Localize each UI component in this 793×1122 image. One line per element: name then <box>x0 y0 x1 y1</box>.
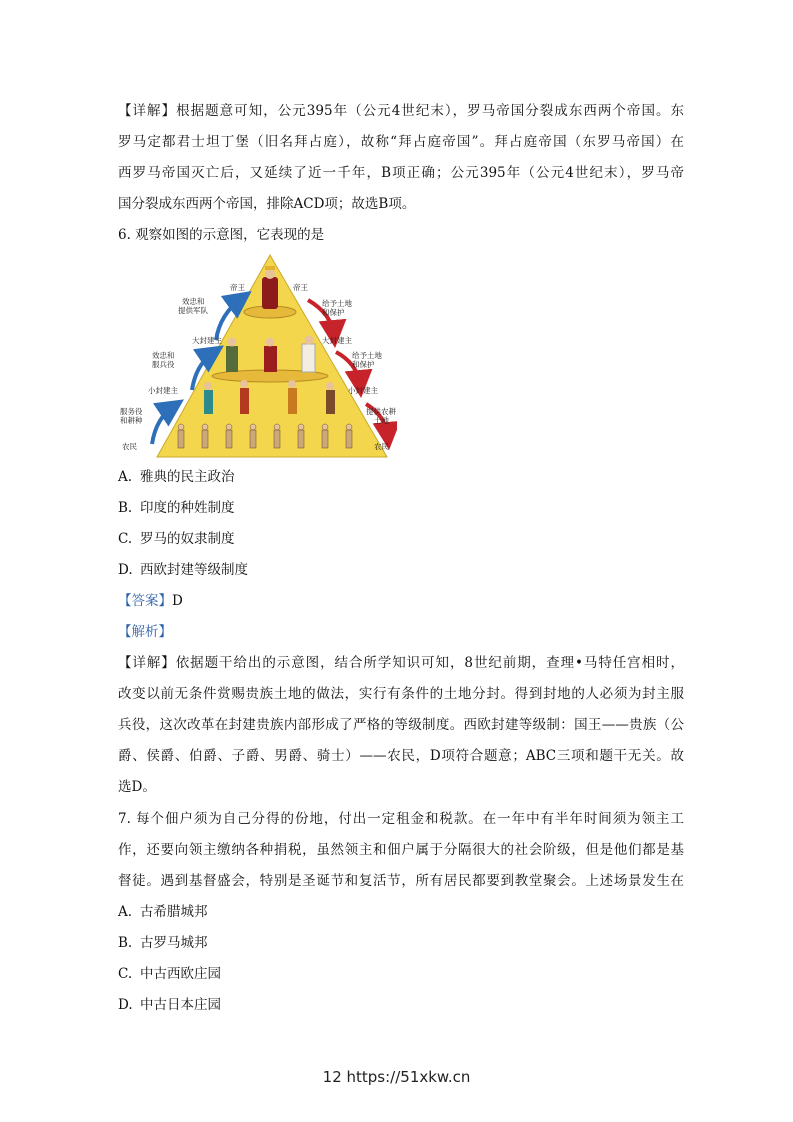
q6-detail <box>118 648 684 803</box>
q6-option-a: A. 雅典的民主政治 <box>118 469 235 485</box>
q6-detail-line: 【详解】依据题干给出的示意图，结合所学知识可知，8世纪前期，查理•马特任宫相时， <box>118 655 684 671</box>
label-left-1b: 提供军队 <box>178 306 208 315</box>
label-right-3b: 土地 <box>374 416 389 425</box>
q5-detail <box>118 96 684 220</box>
q5-detail-line: 罗马定都君士坦丁堡（旧名拜占庭），故称“拜占庭帝国”。拜占庭帝国（东罗马帝国）在 <box>118 134 684 150</box>
label-king-left: 帝王 <box>230 283 245 292</box>
q6-stem <box>118 220 684 251</box>
king-figure-icon <box>262 277 278 309</box>
page-footer: 12 https://51xkw.cn <box>322 1068 471 1086</box>
label-small-lord-right: 小封建主 <box>348 386 378 395</box>
q6-question: 6. 观察如图的示意图，它表现的是 <box>118 227 325 243</box>
label-peasant-left: 农民 <box>122 442 137 451</box>
q5-detail-line: 国分裂成东西两个帝国，排除ACD项；故选B项。 <box>118 196 416 212</box>
q7-line: 督徒。遇到基督盛会，特别是圣诞节和复活节，所有居民都要到教堂聚会。上述场景发生在 <box>118 873 684 889</box>
label-small-lord-left: 小封建主 <box>148 386 178 395</box>
q7-option-c: C. 中古西欧庄园 <box>118 966 221 982</box>
q6-options <box>118 462 684 648</box>
q6-detail-line: 兵役，这次改革在封建贵族内部形成了严格的等级制度。西欧封建等级制：国王——贵族（公 <box>118 717 684 733</box>
label-right-2a: 给予土地 <box>352 351 382 360</box>
q6-option-d: D. 西欧封建等级制度 <box>118 562 248 578</box>
q6-option-b: B. 印度的种姓制度 <box>118 500 235 516</box>
label-peasant-right: 农民 <box>374 442 389 451</box>
label-left-1a: 效忠和 <box>182 297 205 306</box>
feudal-pyramid-diagram <box>112 252 397 458</box>
q5-detail-line: 【详解】根据题意可知，公元395年（公元4世纪末），罗马帝国分裂成东西两个帝国。东 <box>118 103 684 119</box>
label-left-3a: 服务役 <box>120 407 143 416</box>
label-right-1b: 和保护 <box>322 308 345 317</box>
q7-options <box>118 897 684 1021</box>
q7-option-b: B. 古罗马城邦 <box>118 935 208 951</box>
q6-option-c: C. 罗马的奴隶制度 <box>118 531 235 547</box>
label-right-3a: 提供农耕 <box>366 407 396 416</box>
q7-option-d: D. 中古日本庄园 <box>118 997 221 1013</box>
q6-answer: 【答案】D <box>118 593 183 609</box>
label-great-lord-left: 大封建主 <box>192 336 222 345</box>
label-left-2a: 效忠和 <box>152 351 175 360</box>
q7-stem <box>118 804 684 897</box>
q7-line: 作，还要向领主缴纳各种捐税，虽然领主和佃户属于分隔很大的社会阶级，但是他们都是基 <box>118 842 684 858</box>
q6-detail-line: 改变以前无条件赏赐贵族土地的做法，实行有条件的土地分封。得到封地的人必须为封主服 <box>118 686 684 702</box>
q6-detail-line: 选D。 <box>118 779 156 795</box>
q5-detail-line: 西罗马帝国灭亡后，又延续了近一千年，B项正确；公元395年（公元4世纪末），罗马帝 <box>118 165 684 181</box>
q7-option-a: A. 古希腊城邦 <box>118 904 208 920</box>
q6-detail-line: 爵、侯爵、伯爵、子爵、男爵、骑士）——农民，D项符合题意；ABC三项和题干无关。故 <box>118 748 684 764</box>
q6-analysis-label: 【解析】 <box>118 624 172 640</box>
label-left-2b: 服兵役 <box>152 360 175 369</box>
label-great-lord-right: 大封建主 <box>322 336 352 345</box>
label-right-2b: 和保护 <box>352 360 375 369</box>
label-left-3b: 和耕种 <box>120 416 143 425</box>
q7-line: 7. 每个佃户须为自己分得的份地，付出一定租金和税款。在一年中有半年时间须为领主工 <box>118 811 684 827</box>
label-king-right: 帝王 <box>293 283 308 292</box>
label-right-1a: 给予土地 <box>322 299 352 308</box>
